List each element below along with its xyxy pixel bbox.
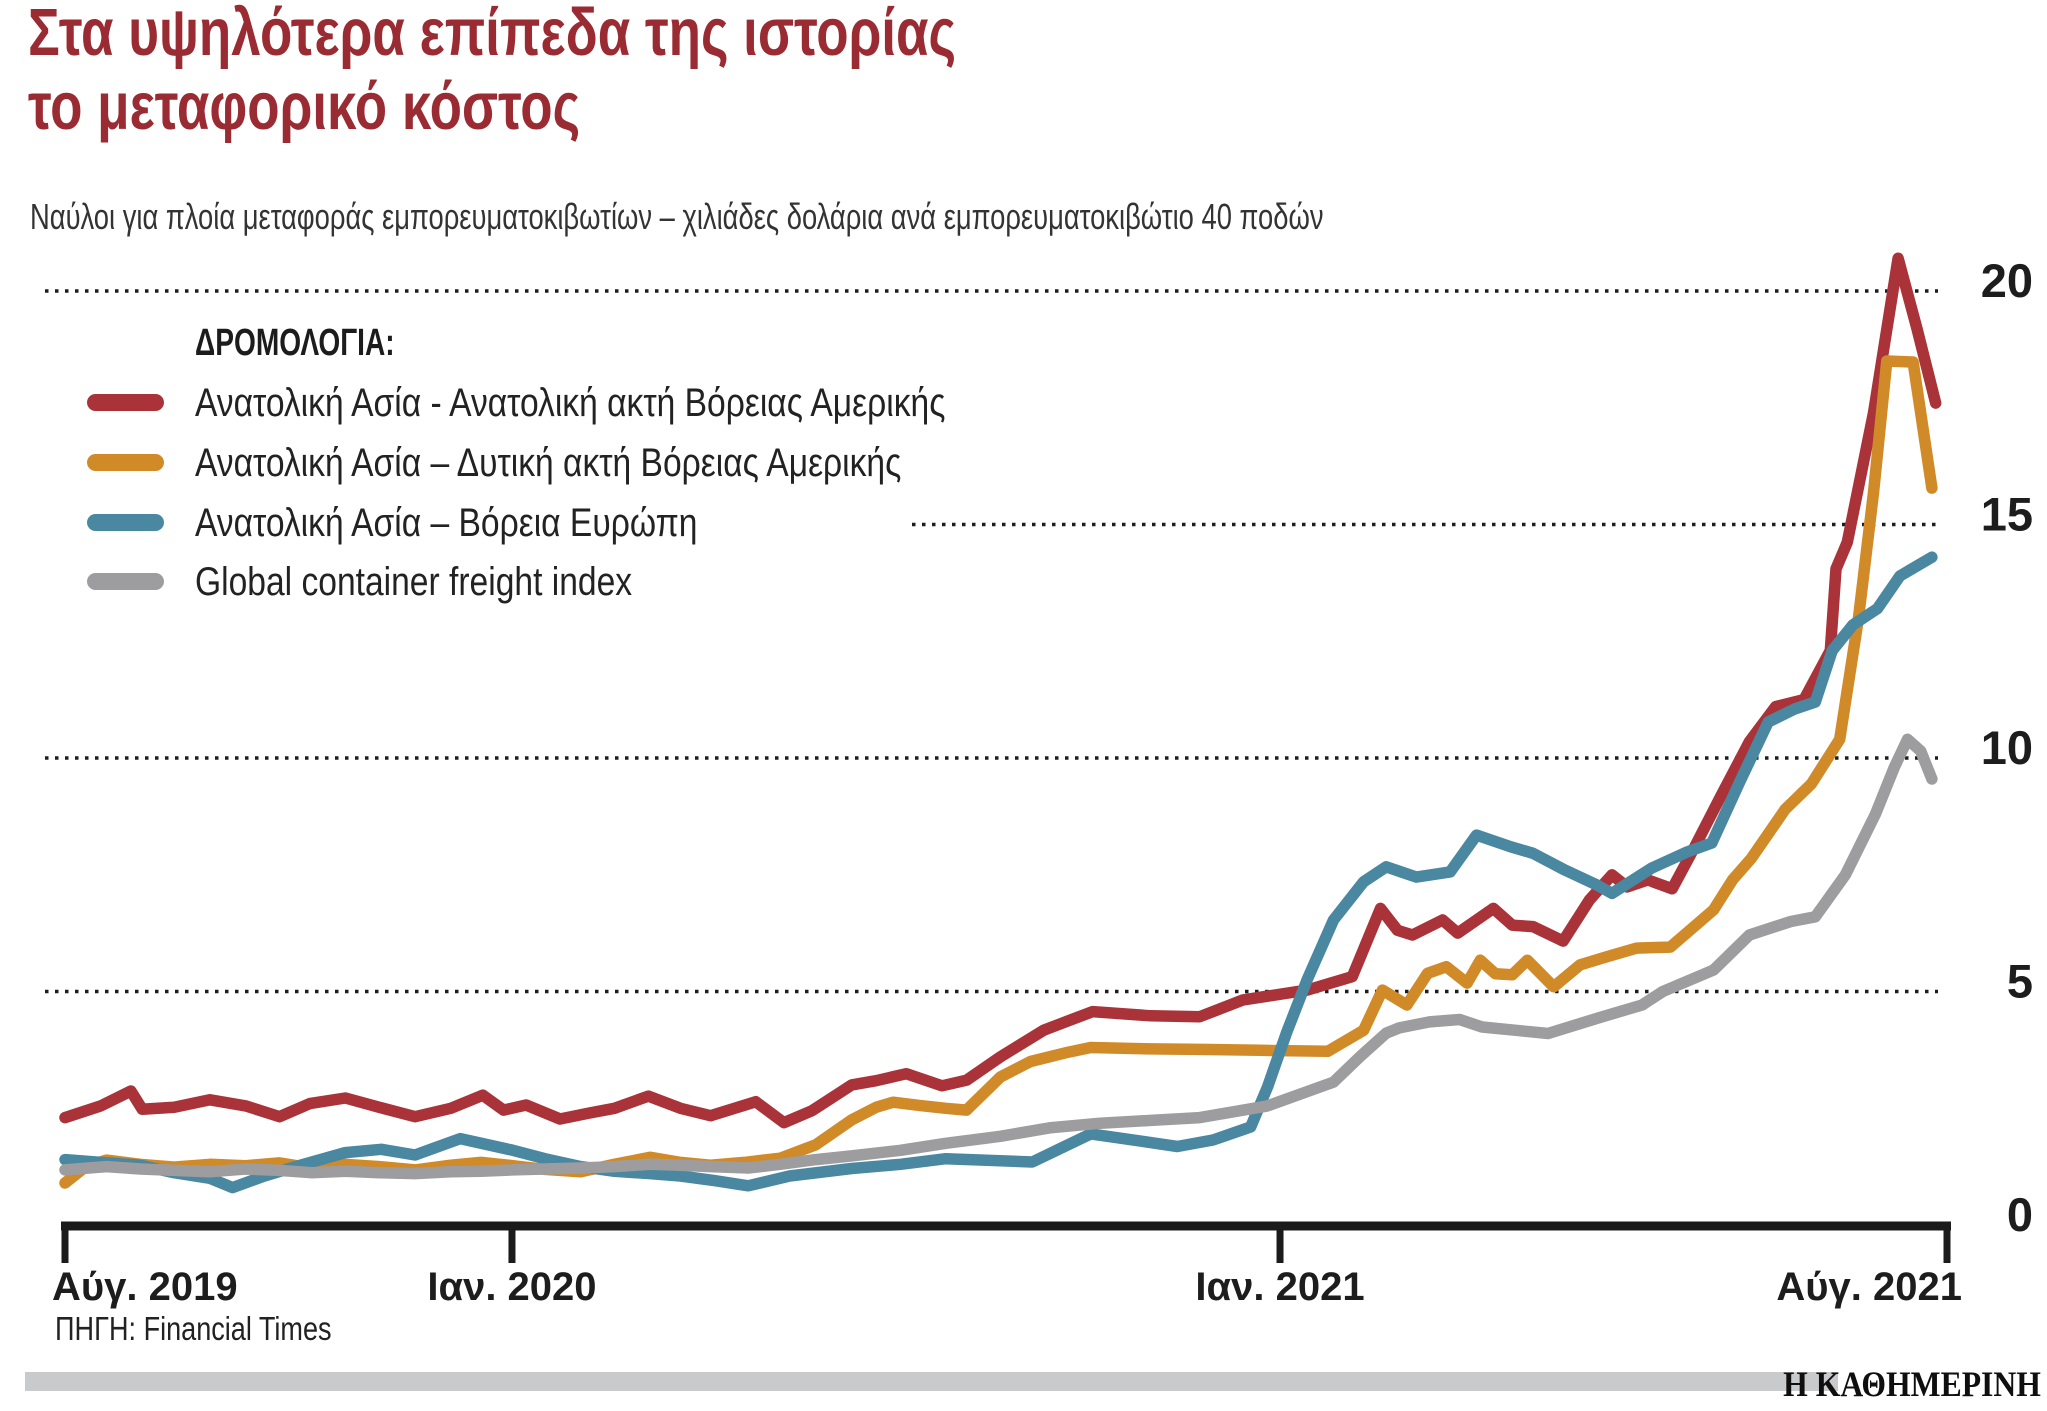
y-tick-label-15: 15	[1980, 487, 2033, 541]
x-tick-label: Ιαν. 2021	[1195, 1265, 1365, 1309]
series-lines	[65, 258, 1936, 1187]
x-axis	[61, 1226, 1951, 1263]
source-note: ΠΗΓΗ: Financial Times	[55, 1310, 332, 1347]
y-tick-label-20: 20	[1980, 254, 2033, 307]
newspaper-logo: Η ΚΑΘΗΜΕΡΙΝΗ	[1783, 1364, 2041, 1404]
legend-label: Ανατολική Ασία - Ανατολική ακτή Βόρειας Αμερικής	[195, 381, 946, 425]
y-tick-label-0: 0	[2006, 1188, 2033, 1241]
y-tick-label-5: 5	[2006, 954, 2033, 1008]
page-title-line2: το μεταφορικό κόστος	[28, 69, 581, 144]
legend-label: Global container freight index	[195, 560, 633, 604]
chart-subtitle: Ναύλοι για πλοία μεταφοράς εμπορευματοκιβωτίων – χιλιάδες δολάρια ανά εμπορευματοκιβώτιο 40 ποδών	[30, 196, 1324, 237]
legend-label: Ανατολική Ασία – Δυτική ακτή Βόρειας Αμερικής	[195, 441, 902, 485]
legend-header: ΔΡΟΜΟΛΟΓΙΑ:	[195, 322, 395, 364]
footer-divider-bar	[25, 1372, 1838, 1391]
legend-label: Ανατολική Ασία – Βόρεια Ευρώπη	[195, 501, 698, 545]
x-tick-label: Αύγ. 2021	[1776, 1265, 1962, 1309]
x-tick-label: Ιαν. 2020	[427, 1265, 597, 1309]
page-title-line1: Στα υψηλότερα επίπεδα της ιστορίας	[28, 0, 957, 70]
y-tick-label-10: 10	[1980, 721, 2033, 774]
series-line-global-index	[65, 739, 1932, 1173]
x-tick-label: Αύγ. 2019	[52, 1265, 238, 1309]
